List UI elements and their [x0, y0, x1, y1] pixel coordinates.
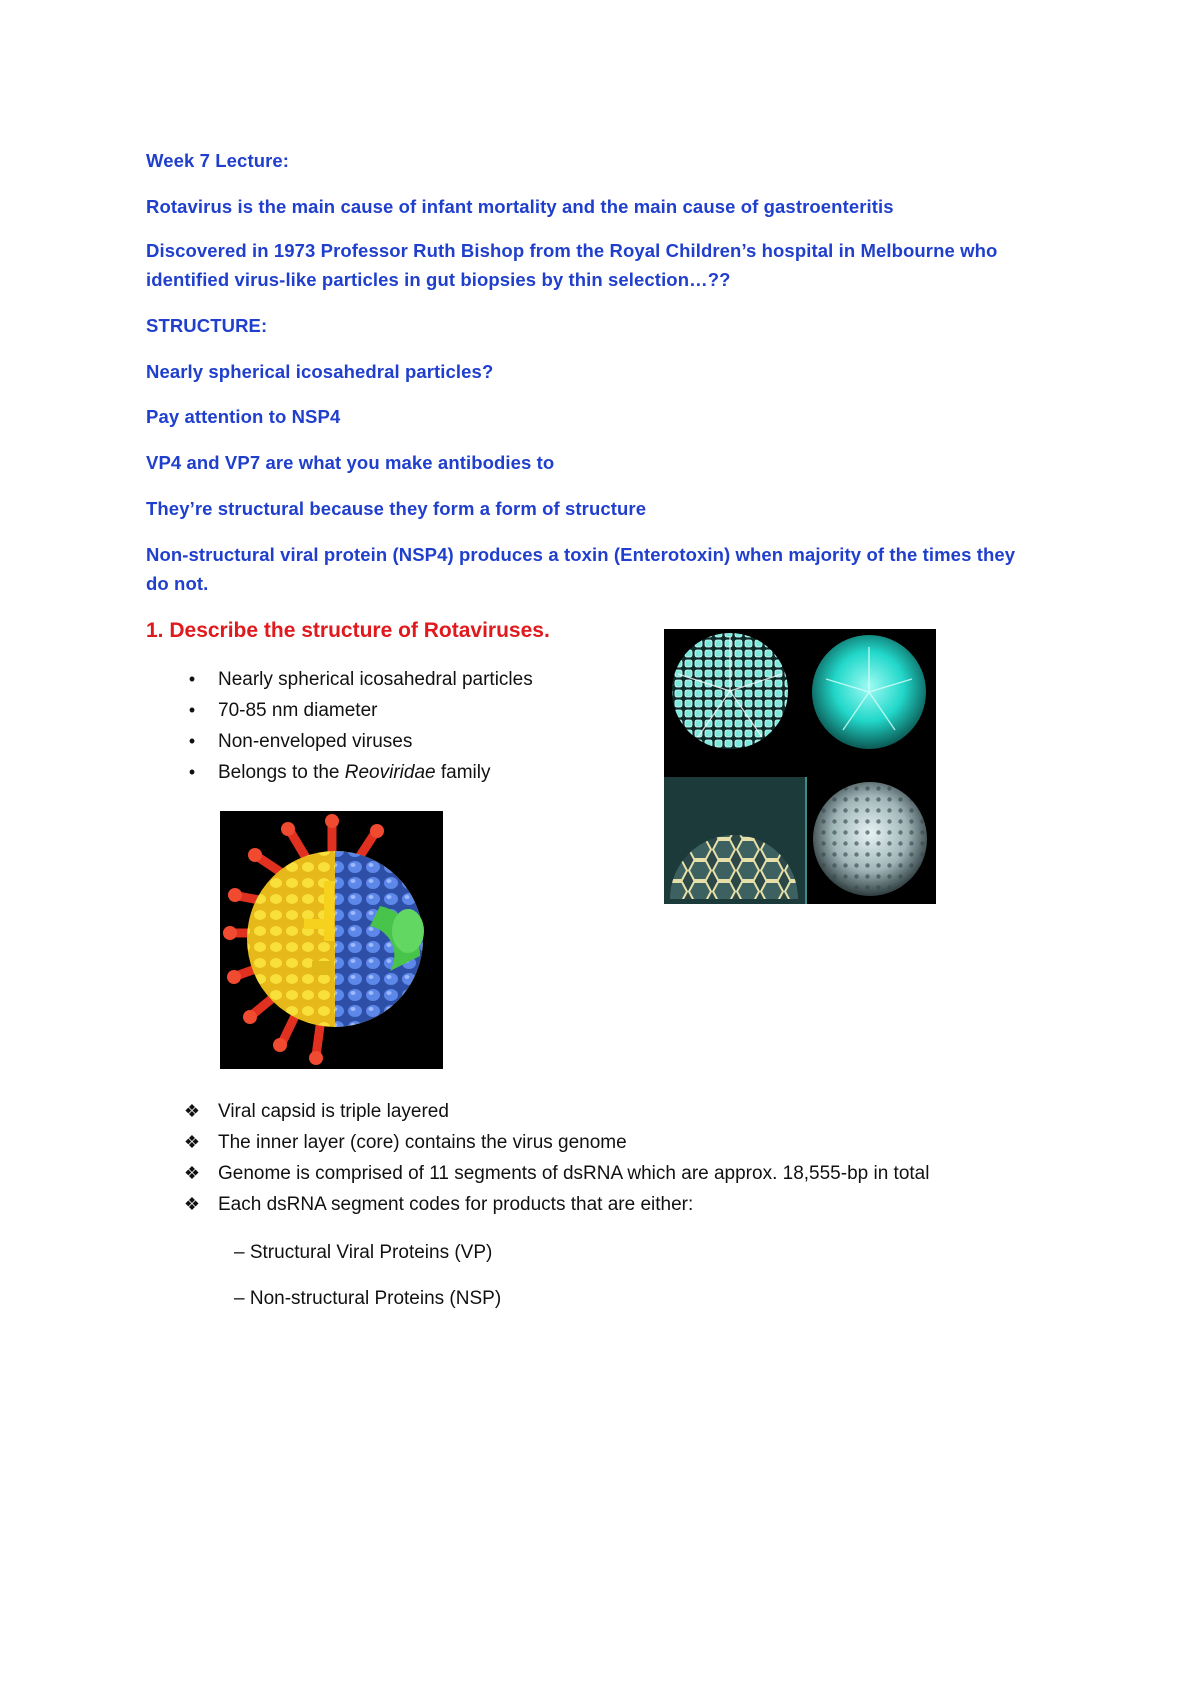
note-line: do not. — [146, 573, 209, 594]
note-line: VP4 and VP7 are what you make antibodies to — [146, 452, 555, 473]
cutaway-model-svg — [220, 811, 443, 1069]
list-item: • Belongs to the Reoviridae family — [146, 757, 533, 788]
note-line: Nearly spherical icosahedral particles? — [146, 361, 494, 382]
list-item: ❖ The inner layer (core) contains the virus genome — [146, 1127, 929, 1158]
bullet-icon: • — [188, 731, 196, 751]
rotavirus-capsid-panels-image — [664, 629, 936, 904]
sub-item: – Non-structural Proteins (NSP) — [234, 1288, 502, 1309]
note-line: Rotavirus is the main cause of infant mortality and the main cause of gastroenteritis — [146, 196, 894, 217]
structure-bullet-list — [146, 664, 533, 788]
list-item: ❖ Each dsRNA segment codes for products that are either: — [146, 1189, 929, 1220]
diamond-bullet-icon: ❖ — [183, 1163, 201, 1183]
section-heading: 1. Describe the structure of Rotaviruses. — [146, 619, 550, 642]
note-line: Pay attention to NSP4 — [146, 406, 341, 427]
bullet-icon: • — [188, 700, 196, 720]
note-line: identified virus-like particles in gut biopsies by thin selection…?? — [146, 269, 731, 290]
note-line: They’re structural because they form a form of structure — [146, 498, 647, 519]
list-item: • 70-85 nm diameter — [146, 695, 533, 726]
note-line: Discovered in 1973 Professor Ruth Bishop from the Royal Children’s hospital in Melbourne who — [146, 240, 998, 261]
lecture-title: Week 7 Lecture: — [146, 150, 290, 171]
diamond-bullet-icon: ❖ — [183, 1101, 201, 1121]
list-item: • Non-enveloped viruses — [146, 726, 533, 757]
structure-label: STRUCTURE: — [146, 315, 268, 336]
note-line: Non-structural viral protein (NSP4) produces a toxin (Enterotoxin) when majority of the times they — [146, 544, 1016, 565]
rotavirus-cutaway-model-image — [220, 811, 443, 1069]
bullet-icon: • — [188, 669, 196, 689]
list-item: ❖ Genome is comprised of 11 segments of dsRNA which are approx. 18,555-bp in total — [146, 1158, 929, 1189]
list-item: • Nearly spherical icosahedral particles — [146, 664, 533, 695]
genome-bullet-list — [146, 1096, 929, 1220]
bullet-icon: • — [188, 762, 196, 782]
diamond-bullet-icon: ❖ — [183, 1132, 201, 1152]
sub-item: – Structural Viral Proteins (VP) — [234, 1242, 493, 1263]
family-name: Reoviridae — [344, 762, 436, 783]
diamond-bullet-icon: ❖ — [183, 1194, 201, 1214]
capsid-panels-svg — [664, 629, 936, 904]
list-item: ❖ Viral capsid is triple layered — [146, 1096, 929, 1127]
